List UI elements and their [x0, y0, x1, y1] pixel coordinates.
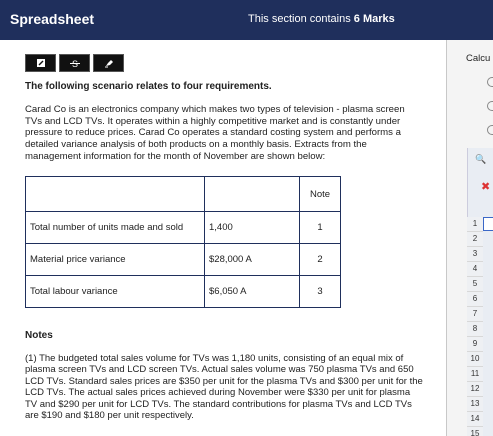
row-number[interactable]: 9 [467, 337, 483, 352]
strikethrough-button[interactable] [59, 54, 90, 72]
spreadsheet-panel [447, 40, 493, 436]
table-cell-value: $28,000 A [205, 244, 300, 276]
marks-note [248, 13, 395, 25]
row-number[interactable]: 14 [467, 412, 483, 427]
row-number[interactable]: 11 [467, 367, 483, 382]
row-number[interactable]: 8 [467, 322, 483, 337]
notes-heading: Notes [25, 330, 53, 341]
table-header-cell [205, 177, 300, 212]
row-number[interactable]: 15 [467, 427, 483, 436]
calc-label: Calcu [466, 53, 491, 64]
row-number[interactable]: 6 [467, 292, 483, 307]
table-cell-note: 2 [300, 244, 341, 276]
svg-text:S: S [71, 59, 78, 68]
delete-icon[interactable]: ✖ [481, 181, 491, 193]
highlighter-icon [104, 58, 114, 68]
search-icon[interactable]: 🔍 [475, 154, 487, 164]
table-cell-label: Total number of units made and sold [26, 212, 205, 244]
row-number[interactable]: 13 [467, 397, 483, 412]
selected-cell[interactable] [483, 217, 493, 231]
edit-icon [36, 58, 46, 68]
table-row [26, 212, 341, 244]
answer-option-radio[interactable] [487, 101, 493, 111]
marks-value: 6 Marks [353, 13, 395, 25]
answer-option-radio[interactable] [487, 77, 493, 87]
row-number[interactable]: 7 [467, 307, 483, 322]
table-header-row [26, 177, 341, 212]
variance-table [25, 176, 341, 308]
row-number[interactable]: 5 [467, 277, 483, 292]
edit-button[interactable] [25, 54, 56, 72]
note-1: (1) The budgeted total sales volume for TVs was 1,180 units, consisting of an equal mix of plasma screen TVs and LCD screen TVs. Actual sales volume was 750 plasma TVs and 650 LCD TVs. Standard sales prices are $350 per unit for the plasma TVs and $300 per unit for the LCD TVs. The actual sales prices achieved during November were $330 per unit for plasma TV and $290 per unit for LCD TVs. The standard contributions for plasma TVs and LCD TVs are $190 and $180 per unit respectively. [25, 353, 423, 422]
scenario-heading: The following scenario relates to four requirements. [25, 81, 272, 92]
highlight-button[interactable] [93, 54, 124, 72]
marks-prefix: This section contains [248, 13, 354, 25]
app-title: Spreadsheet [10, 11, 95, 27]
table-cell-value: 1,400 [205, 212, 300, 244]
table-cell-label: Total labour variance [26, 276, 205, 308]
table-cell-value: $6,050 A [205, 276, 300, 308]
strikethrough-icon [70, 58, 80, 68]
row-number[interactable]: 12 [467, 382, 483, 397]
answer-option-radio[interactable] [487, 125, 493, 135]
row-number[interactable]: 2 [467, 232, 483, 247]
table-row [26, 244, 341, 276]
row-number[interactable]: 4 [467, 262, 483, 277]
top-bar [0, 0, 493, 40]
table-header-note: Note [300, 177, 341, 212]
table-header-cell [26, 177, 205, 212]
question-panel [0, 40, 446, 436]
row-number[interactable]: 10 [467, 352, 483, 367]
scenario-intro: Carad Co is an electronics company which makes two types of television - plasma screen TVs and LCD TVs. It operates within a highly competitive market and is constantly under pressure to reduce prices. Carad Co operates a standard costing system and performs a detailed variance analysis of both products on a monthly basis. Extracts from the management information for the month of November are shown below: [25, 104, 405, 162]
row-number[interactable]: 3 [467, 247, 483, 262]
table-cell-label: Material price variance [26, 244, 205, 276]
table-cell-note: 3 [300, 276, 341, 308]
table-row [26, 276, 341, 308]
row-number[interactable]: 1 [467, 217, 483, 232]
table-cell-note: 1 [300, 212, 341, 244]
